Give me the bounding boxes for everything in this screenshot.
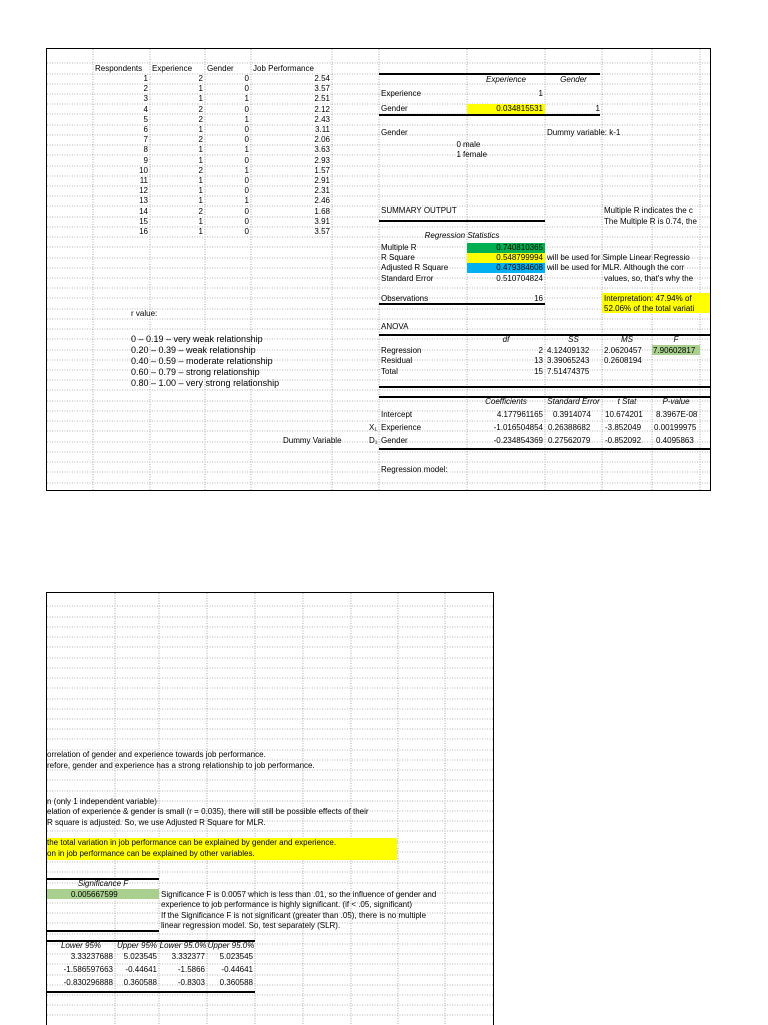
respondent-cell: 12 — [139, 186, 148, 196]
dummy-variable-note: Dummy variable: k-1 — [547, 128, 621, 137]
anova-significance-f: 0.005667599 — [71, 890, 118, 899]
stat-value-r-square: 0.548799994 — [496, 253, 543, 262]
corr-gender-exp: 0.034815531 — [496, 104, 543, 113]
job-performance-cell: 3.57 — [314, 84, 330, 94]
anova-header-df: df — [502, 335, 510, 344]
respondent-cell: 7 — [143, 135, 148, 145]
coef-label-gender: Gender — [381, 436, 408, 445]
note-rsq: will be used for Simple Linear Regressio — [547, 253, 690, 262]
lower950-experience: -1.5866 — [177, 965, 205, 974]
gender-cell: 1 — [244, 145, 249, 155]
note-adj-1: will be used for MLR. Although the corr — [547, 263, 685, 272]
experience-cell: 1 — [198, 125, 203, 134]
gender-cell: 0 — [244, 84, 249, 94]
lower950-intercept: 3.332377 — [171, 952, 205, 961]
job-performance-cell: 1.68 — [314, 206, 330, 216]
experience-cell: 1 — [198, 176, 203, 185]
lower950-gender: -0.8303 — [177, 978, 205, 987]
experience-cell: 2 — [198, 114, 203, 124]
coef-header-t-stat: t Stat — [617, 397, 637, 406]
lower95-experience: -1.586597663 — [63, 965, 113, 974]
note-sig-1: Significance F is 0.0057 which is less than .01, so the influence of gender and — [161, 890, 437, 899]
regression-statistics-header: Regression Statistics — [424, 231, 500, 240]
note-adj-2-cont: R square is adjusted. So, we use Adjusted R Square for MLR. — [47, 818, 266, 827]
coef-header-p-value: P-value — [662, 397, 690, 406]
note-interp-1-cont: the total variation in job performance can be explained by gender and experience. — [47, 838, 337, 847]
upper95-experience: -0.44641 — [125, 965, 157, 974]
note-rsq-cont: n (only 1 independent variable) — [47, 797, 157, 806]
summary-output-title: SUMMARY OUTPUT — [381, 206, 457, 215]
dummy-name-female: female — [463, 150, 488, 159]
job-performance-cell: 3.57 — [314, 227, 330, 236]
r-value-label: r value: — [131, 309, 158, 318]
coef-intercept: 4.177961165 — [496, 410, 543, 419]
anova-df-residual: 13 — [534, 356, 543, 365]
coef-label-experience: Experience — [381, 423, 422, 432]
lower95-intercept: 3.33237688 — [70, 952, 113, 961]
gender-cell: 0 — [244, 104, 249, 114]
experience-cell: 1 — [198, 84, 203, 94]
upper95-gender: 0.360588 — [123, 978, 157, 987]
respondent-cell: 14 — [139, 206, 148, 216]
pvalue-experience: 0.00199975 — [654, 423, 697, 432]
reg-stats-top-rule — [379, 220, 545, 222]
coef-bottom-rule — [379, 448, 710, 450]
job-performance-cell: 2.06 — [314, 135, 330, 145]
anova-ms-regression: 2.0620457 — [604, 346, 642, 355]
corr-exp-exp: 1 — [538, 89, 543, 98]
gender-cell: 1 — [244, 94, 249, 104]
experience-cell: 1 — [198, 186, 203, 196]
anova-header-significance-f: Significance F — [77, 879, 129, 888]
note-adj-2: values, so, that's why the — [604, 274, 694, 283]
corr-gender-gender: 1 — [595, 104, 600, 113]
note-sig-4: linear regression model. So, test separately (SLR). — [161, 921, 341, 930]
anova-df-regression: 2 — [538, 346, 543, 355]
respondent-cell: 6 — [143, 125, 148, 134]
respondent-cell: 9 — [143, 155, 148, 165]
anova-label-total: Total — [381, 367, 398, 376]
var-d1: D₁ — [369, 436, 378, 445]
upper950-intercept: 5.023545 — [219, 952, 253, 961]
gender-cell: 0 — [244, 176, 249, 185]
dummy-gender-label: Gender — [381, 128, 408, 137]
gender-cell: 1 — [244, 165, 249, 175]
r-value-item-5: 0.80 – 1.00 – very strong relationship — [131, 378, 280, 388]
anova-header-ss: SS — [568, 335, 579, 344]
coef-header-lower-95: Lower 95% — [60, 941, 102, 950]
gender-cell: 0 — [244, 216, 249, 226]
anova-ss-regression: 4.12409132 — [547, 346, 590, 355]
respondent-cell: 11 — [139, 176, 148, 185]
experience-cell: 1 — [198, 155, 203, 165]
respondent-cell: 13 — [139, 196, 148, 206]
experience-cell: 1 — [198, 227, 203, 236]
job-performance-cell: 3.11 — [315, 125, 330, 134]
respondent-cell: 3 — [143, 94, 148, 104]
anova-ss-residual: 3.39065243 — [547, 356, 590, 365]
tstat-intercept: 10.674201 — [605, 410, 643, 419]
stat-label-r-square: R Square — [381, 253, 415, 262]
anova-ms-residual: 0.2608194 — [604, 356, 642, 365]
anova-bottom-rule — [379, 386, 710, 388]
coef-header-standard-error: Standard Error — [547, 397, 600, 406]
anova-bottom-rule-cont — [47, 930, 159, 932]
header-experience: Experience — [152, 64, 193, 73]
coef-header-upper-95-0: Upper 95.0% — [207, 941, 255, 950]
stat-value-observations: 16 — [534, 294, 543, 303]
experience-cell: 2 — [198, 206, 203, 216]
experience-cell: 2 — [198, 165, 203, 175]
respondent-cell: 16 — [139, 227, 148, 236]
lower95-gender: -0.830296888 — [63, 978, 113, 987]
experience-cell: 1 — [198, 216, 203, 226]
var-x1: X₁ — [369, 423, 378, 432]
coef-header-coefficients: Coefficients — [485, 397, 527, 406]
corr-row-gender: Gender — [381, 104, 408, 113]
se-intercept: 0.3914074 — [553, 410, 591, 419]
note-adj-1-cont: elation of experience & gender is small (r = 0.035), there will still be possible effects of their — [47, 807, 369, 816]
job-performance-cell: 2.54 — [314, 74, 330, 83]
job-performance-cell: 3.91 — [314, 216, 330, 226]
pvalue-intercept: 8.3967E-08 — [656, 410, 698, 419]
anova-header-ms: MS — [621, 335, 633, 344]
r-value-item-3: 0.40 – 0.59 – moderate relationship — [131, 356, 273, 366]
gender-cell: 0 — [244, 227, 249, 236]
tstat-gender: -0.852092 — [605, 436, 642, 445]
header-respondents: Respondents — [95, 64, 143, 73]
se-gender: 0.27562079 — [548, 436, 591, 445]
anova-label-regression: Regression — [381, 346, 422, 355]
respondent-cell: 1 — [143, 74, 148, 83]
respondent-cell: 10 — [139, 165, 148, 175]
coef-header-upper-95: Upper 95% — [116, 941, 158, 950]
job-performance-cell: 2.91 — [314, 176, 330, 185]
respondent-cell: 15 — [139, 216, 148, 226]
dummy-code-0: 0 — [456, 140, 461, 149]
experience-cell: 1 — [198, 196, 203, 206]
gender-cell: 0 — [244, 186, 249, 196]
stat-label-adj-r-square: Adjusted R Square — [381, 263, 449, 272]
regression-model-label: Regression model: — [381, 465, 448, 474]
anova-title: ANOVA — [381, 322, 409, 331]
job-performance-cell: 2.51 — [314, 94, 330, 104]
correlation-bottom-rule — [379, 114, 600, 116]
stat-label-observations: Observations — [381, 294, 429, 303]
job-performance-cell: 1.57 — [314, 165, 330, 175]
tstat-experience: -3.852049 — [605, 423, 642, 432]
upper95-intercept: 5.023545 — [123, 952, 157, 961]
gender-cell: 0 — [244, 155, 249, 165]
experience-cell: 2 — [198, 74, 203, 83]
coef-experience: -1.016504854 — [493, 423, 543, 432]
note-interp-1: Interpretation: 47.94% of — [604, 294, 692, 303]
gender-cell: 1 — [244, 114, 249, 124]
upper950-gender: 0.360588 — [219, 978, 253, 987]
anova-f-regression: 7.90602817 — [653, 346, 696, 355]
respondent-cell: 2 — [143, 84, 148, 94]
experience-cell: 2 — [198, 135, 203, 145]
note-interp-2-cont: on in job performance can be explained by other variables. — [47, 849, 255, 858]
job-performance-cell: 2.93 — [314, 155, 330, 165]
note-multiple-r-2-cont: refore, gender and experience has a strong relationship to job performance. — [47, 761, 315, 770]
spreadsheet-page-1 — [46, 48, 711, 491]
r-value-item-1: 0 – 0.19 – very weak relationship — [131, 334, 263, 344]
dummy-variable-label: Dummy Variable — [283, 436, 342, 445]
gender-cell: 0 — [244, 135, 249, 145]
experience-cell: 1 — [198, 94, 203, 104]
coef-label-intercept: Intercept — [381, 410, 413, 419]
job-performance-cell: 3.63 — [314, 145, 330, 155]
experience-cell: 2 — [198, 104, 203, 114]
gender-cell: 0 — [244, 125, 249, 134]
anova-header-f: F — [673, 335, 679, 344]
coef-gender: -0.234854369 — [493, 436, 543, 445]
dummy-name-male: male — [463, 140, 481, 149]
job-performance-cell: 2.46 — [314, 196, 330, 206]
r-value-item-2: 0.20 – 0.39 – weak relationship — [131, 345, 256, 355]
dummy-code-1: 1 — [456, 150, 461, 159]
job-performance-cell: 2.12 — [314, 104, 330, 114]
stat-value-multiple-r: 0.740810365 — [496, 243, 543, 252]
stat-label-standard-error: Standard Error — [381, 274, 434, 283]
coef-header-lower-95-0: Lower 95.0% — [159, 941, 207, 950]
anova-ss-total: 7.51474375 — [547, 367, 590, 376]
job-performance-cell: 2.31 — [314, 186, 330, 196]
anova-df-total: 15 — [534, 367, 543, 376]
se-experience: 0.26388682 — [548, 423, 591, 432]
spreadsheet-page-2 — [46, 592, 494, 1025]
respondent-cell: 5 — [143, 114, 148, 124]
respondent-cell: 8 — [143, 145, 148, 155]
note-multiple-r-2: The Multiple R is 0.74, the — [604, 217, 697, 226]
header-gender: Gender — [207, 64, 234, 73]
note-sig-3: If the Significance F is not significant (greater than .05), there is no multiple — [161, 911, 427, 920]
stat-value-standard-error: 0.510704824 — [496, 274, 543, 283]
experience-cell: 1 — [198, 145, 203, 155]
note-sig-2: experience to job performance is highly significant. (if < .05, significant) — [161, 900, 413, 909]
pvalue-gender: 0.4095863 — [656, 436, 694, 445]
respondent-cell: 4 — [143, 104, 148, 114]
upper950-experience: -0.44641 — [221, 965, 253, 974]
stat-value-adj-r-square: 0.479384608 — [496, 263, 543, 272]
corr-row-experience: Experience — [381, 89, 422, 98]
stat-label-multiple-r: Multiple R — [381, 243, 417, 252]
r-value-item-4: 0.60 – 0.79 – strong relationship — [131, 367, 260, 377]
corr-col-experience: Experience — [485, 75, 527, 84]
gender-cell: 0 — [244, 74, 249, 83]
gender-cell: 0 — [244, 206, 249, 216]
note-multiple-r-1: Multiple R indicates the c — [604, 206, 693, 215]
gender-cell: 1 — [244, 196, 249, 206]
anova-label-residual: Residual — [381, 356, 413, 365]
coef-bottom-rule-cont — [47, 991, 255, 993]
header-job-performance: Job Performance — [253, 64, 314, 73]
note-multiple-r-1-cont: orrelation of gender and experience towards job performance. — [47, 750, 266, 759]
note-interp-2: 52.06% of the total variati — [604, 304, 695, 313]
job-performance-cell: 2.43 — [314, 114, 330, 124]
corr-col-gender: Gender — [560, 75, 587, 84]
